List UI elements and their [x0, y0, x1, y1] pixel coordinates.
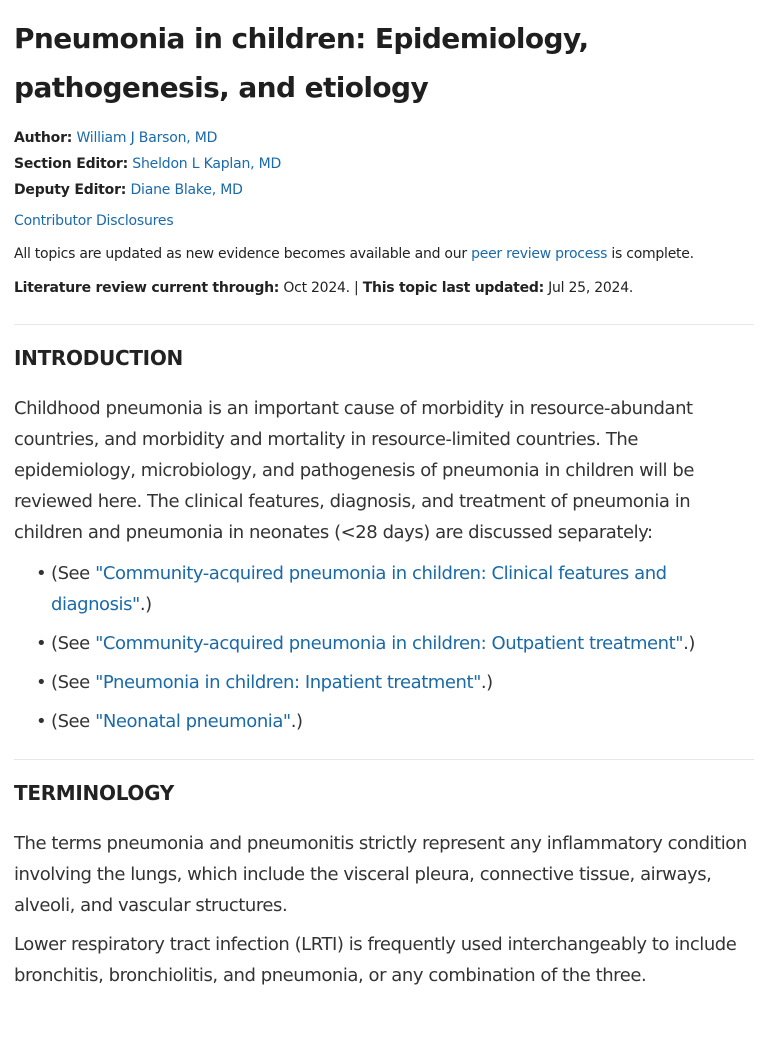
- ref-prefix: (See: [51, 563, 96, 584]
- bullet: •: [36, 672, 47, 693]
- contributor-disclosures-link[interactable]: Contributor Disclosures: [14, 213, 174, 229]
- section-divider: [14, 324, 754, 325]
- terminology-paragraph-1: The terms pneumonia and pneumonitis strictly represent any inflammatory condition involving the lungs, which include the visceral pleura, connective tissue, airways, alveoli, and vascular structures.: [14, 833, 747, 916]
- update-notice: [14, 243, 754, 265]
- update-text-start: All topics are updated as new evidence becomes available and our: [14, 246, 472, 262]
- date-separator: |: [349, 280, 363, 296]
- peer-review-link[interactable]: peer review process: [471, 246, 608, 262]
- contributor-disclosures-row: [14, 210, 754, 232]
- reference-list: [14, 558, 754, 737]
- terminology-paragraph-2: Lower respiratory tract infection (LRTI) is frequently used interchangeably to include bronchitis, bronchiolitis, and pneumonia, or any combination of the three.: [14, 934, 737, 986]
- article-page: [0, 14, 754, 991]
- bullet: •: [36, 711, 47, 732]
- section-editor-label: Section Editor:: [14, 156, 129, 172]
- ref-link-outpatient-treatment[interactable]: "Community-acquired pneumonia in children: Outpatient treatment": [95, 633, 684, 654]
- ref-suffix: .): [683, 633, 695, 654]
- ref-link-neonatal-pneumonia[interactable]: "Neonatal pneumonia": [95, 711, 291, 732]
- bullet: •: [36, 563, 47, 584]
- deputy-editor-line: [14, 177, 754, 203]
- ref-prefix: (See: [51, 633, 96, 654]
- last-updated-date: Jul 25, 2024.: [543, 280, 634, 296]
- deputy-editor-label: Deputy Editor:: [14, 182, 127, 198]
- bullet: •: [36, 633, 47, 654]
- list-item: [36, 558, 754, 620]
- ref-prefix: (See: [51, 672, 96, 693]
- article-title: Pneumonia in children: Epidemiology, pathogenesis, and etiology: [14, 22, 589, 104]
- author-line: [14, 125, 754, 151]
- article-meta: [14, 125, 754, 203]
- list-item: [36, 628, 754, 659]
- lit-review-label: Literature review current through:: [14, 280, 280, 296]
- author-label: Author:: [14, 130, 73, 146]
- section-editor-link[interactable]: Sheldon L Kaplan, MD: [132, 156, 282, 172]
- introduction-heading: INTRODUCTION: [14, 346, 183, 370]
- list-item: [36, 667, 754, 698]
- ref-suffix: .): [139, 594, 152, 615]
- author-link[interactable]: William J Barson, MD: [76, 130, 218, 146]
- deputy-editor-link[interactable]: Diane Blake, MD: [130, 182, 243, 198]
- introduction-paragraph: Childhood pneumonia is an important cause of morbidity in resource-abundant countries, and morbidity and mortality in resource-limited countries. The epidemiology, microbiology, and pathogenesis of pneumonia in children will be reviewed here. The clinical features, diagnosis, and treatment of pneumonia in children and pneumonia in neonates (<28 days) are discussed separately:: [14, 398, 694, 543]
- terminology-heading: TERMINOLOGY: [14, 781, 174, 805]
- list-item: [36, 706, 754, 737]
- ref-prefix: (See: [51, 711, 96, 732]
- ref-link-inpatient-treatment[interactable]: "Pneumonia in children: Inpatient treatment": [95, 672, 481, 693]
- last-updated-label: This topic last updated:: [362, 280, 544, 296]
- lit-review-date: Oct 2024.: [279, 280, 350, 296]
- ref-suffix: .): [290, 711, 303, 732]
- update-text-end: is complete.: [607, 246, 694, 262]
- ref-link-clinical-features[interactable]: "Community-acquired pneumonia in children: Clinical features and diagnosis": [51, 563, 667, 615]
- review-dates: [14, 277, 754, 299]
- section-divider: [14, 759, 754, 760]
- section-editor-line: [14, 151, 754, 177]
- ref-suffix: .): [480, 672, 493, 693]
